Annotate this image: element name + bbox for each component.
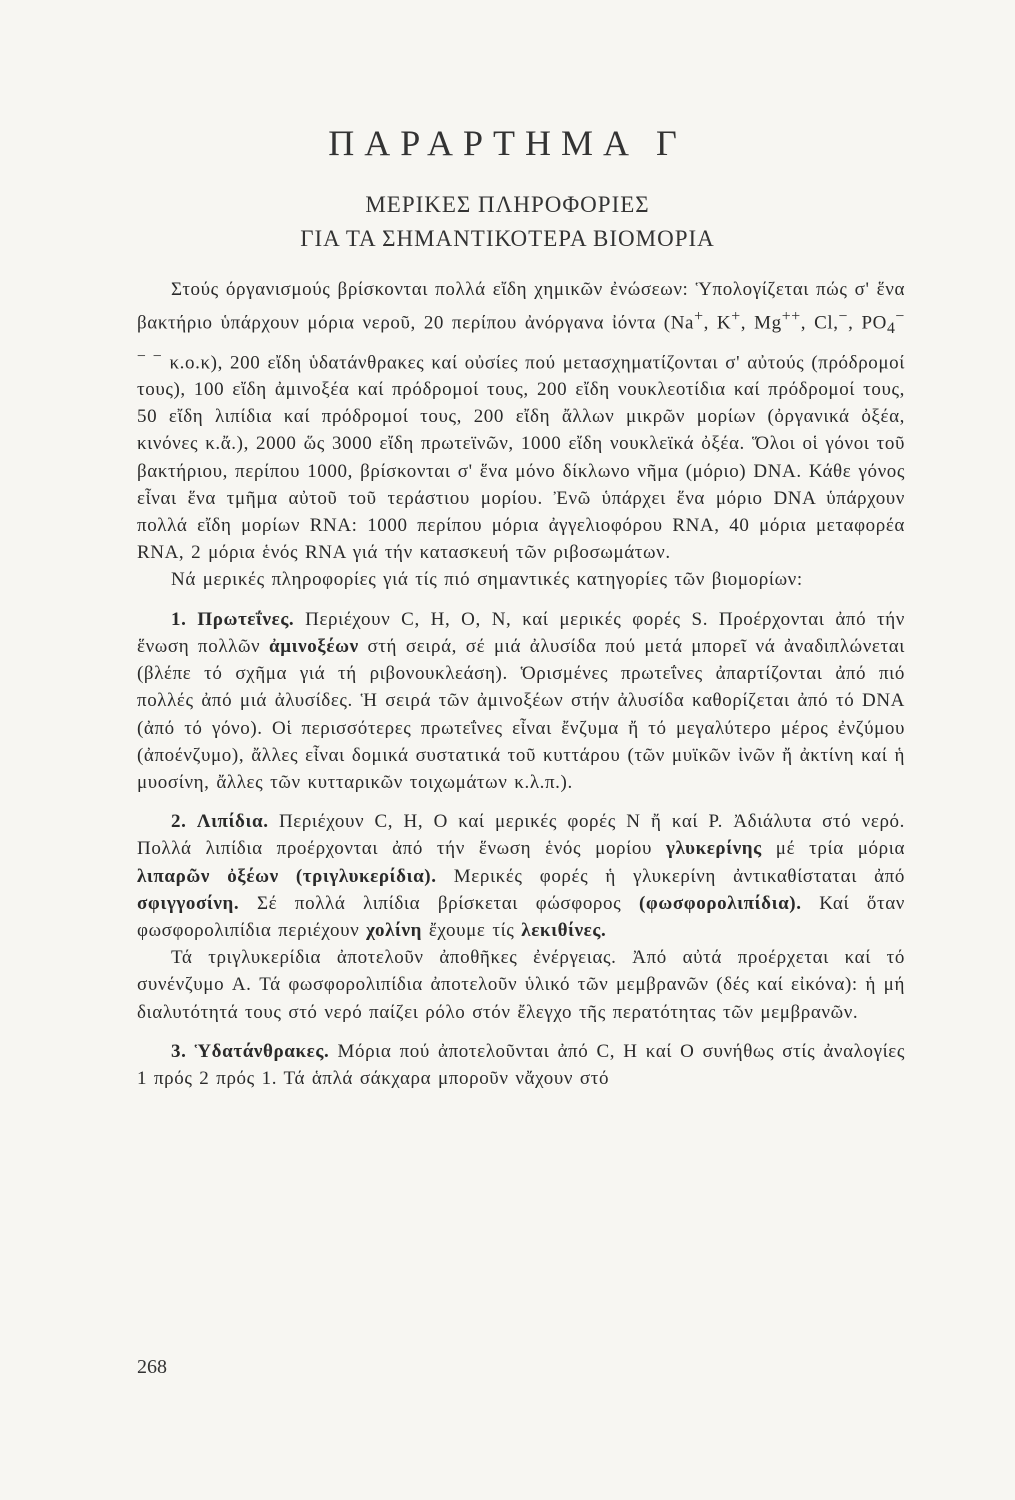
body-text: [137, 276, 905, 1092]
intro-paragraph: Στούς όργανισμούς βρίσκονται πολλά εἴδη χημικῶν ἐνώσεων: Ὑπολογίζεται πώς σ' ἕνα βακτήριο ὑπάρχουν μόρια νεροῦ, 20 περίπου ἀνόργανα ἰόντα (Na+, K+, Mg++, Cl,−, $PO_4^{- - -}$ κ.ο.κ), 200 εἴδη ὑδατάνθρακες καί οὐσίες πού μετασχηματίζονται σ' αὐτούς (πρόδρομοί τους), 100 εἴδη ἀμινοξέα καί πρόδρομοί τους, 200 εἴδη νουκλεοτίδια καί πρόδρομοί τους, 50 εἴδη λιπίδια καί πρόδρομοί τους, 200 εἴδη ἄλλων μικρῶν μορίων (ὀργανικά ὀξέα, κινόνες κ.ἄ.), 2000 ὥς 3000 εἴδη πρωτεϊνῶν, 1000 εἴδη νουκλεϊκά ὀξέα. Ὅλοι οἱ γόνοι τοῦ βακτήριου, περίπου 1000, βρίσκονται σ' ἕνα μόνο δίκλωνο νῆμα (μόριο) DNA. Κάθε γόνος εἶναι ἕνα τμῆμα αὐτοῦ τοῦ τεράστιου μορίου. Ἐνῶ ὑπάρχει ἕνα μόριο DNA ὑπάρχουν πολλά εἴδη μορίων RNA: 1000 περίπου μόρια ἀγγελιοφόρου RNA, 40 μόρια μεταφορέα RNA, 2 μόρια ἑνός RNA γιά τήν κατασκευή τῶν ριβοσωμάτων.: [137, 279, 905, 564]
section-subtitle: [0, 188, 1015, 256]
proteins-title: Πρωτεΐνες.: [197, 608, 295, 630]
page-number: 268: [137, 1356, 167, 1378]
appendix-title: ΠΑΡΑΡΤΗΜΑ Γ: [328, 123, 687, 163]
lipids-paragraph-2: Τά τριγλυκερίδια ἀποτελοῦν ἀποθῆκες ἐνέργειας. Ἀπό αὐτά προέρχεται καί τό συνένζυμο A. Τά φωσφορολιπίδια ἀποτελοῦν ὑλικό τῶν μεμβρανῶν (δές καί εἰκόνα): ἡ μή διαλυτότητά τους στό νερό παίζει ρόλο στόν ἔλεγχο τῆς περατότητας τῶν μεμβρανῶν.: [137, 947, 905, 1023]
proteins-number: 1.: [171, 608, 187, 630]
lipids-title: Λιπίδια.: [196, 811, 269, 833]
intro-paragraph-2: Νά μερικές πληροφορίες γιά τίς πιό σημαντικές κατηγορίες τῶν βιομορίων:: [171, 569, 803, 591]
section-lipids: 2. Λιπίδια. Περιέχουν C, H, O καί μερικές φορές N ἤ καί P. Ἀδιάλυτα στό νερό. Πολλά λιπίδια προέρχονται ἀπό τήν ἕνωση ἑνός μορίου γλυκερίνης μέ τρία μόρια λιπαρῶν ὀξέων (τριγλυκερίδια). Μερικές φορές ἡ γλυκερίνη ἀντικαθίσταται ἀπό σφιγγοσίνη. Σέ πολλά λιπίδια βρίσκεται φώσφορος (φωσφορολιπίδια). Καί ὅταν φωσφορολιπίδια περιέχουν χολίνη ἔχουμε τίς λεκιθίνες.: [137, 811, 906, 941]
section-carbohydrates: 3. Ὑδατάνθρακες. Μόρια πού ἀποτελοῦνται ἀπό C, H καί O συνήθως στίς ἀναλογίες 1 πρός 2 πρός 1. Τά ἁπλά σάκχαρα μποροῦν νἄχουν στό: [137, 1040, 906, 1089]
section-proteins: 1. Πρωτεΐνες. Περιέχουν C, H, O, N, καί μερικές φορές S. Προέρχονται ἀπό τήν ἕνωση πολλῶν ἀμινοξέων στή σειρά, σέ μιά ἀλυσίδα πού μετά μπορεῖ νά ἀναδιπλώνεται (βλέπε τό σχῆμα γιά τή ριβονουκλεάση). Ὁρισμένες πρωτεΐνες ἀπαρτίζονται ἀπό πιό πολλές ἀπό μιά ἀλυσίδες. Ἡ σειρά τῶν ἀμινοξέων στήν ἀλυσίδα καθορίζεται ἀπό τό DNA (ἀπό τό γόνο). Οἱ περισσότερες πρωτεΐνες εἶναι ἔνζυμα ἤ τό μεγαλύτερο μέρος ἐνζύμου (ἀποένζυμο), ἄλλες εἶναι δομικά συστατικά τοῦ κυττάρου (τῶν μυϊκῶν ἰνῶν ἤ ἀκτίνη καί ἡ μυοσίνη, ἄλλες τῶν κυτταρικῶν τοιχωμάτων κ.λ.π.).: [137, 608, 906, 793]
carbs-title: Ὑδατάνθρακες.: [194, 1040, 330, 1062]
subtitle-line-2: ΓΙΑ ΤΑ ΣΗΜΑΝΤΙΚΟΤΕΡΑ ΒΙΟΜΟΡΙΑ: [300, 226, 715, 251]
lipids-number: 2.: [171, 811, 187, 833]
carbs-number: 3.: [171, 1040, 187, 1062]
subtitle-line-1: ΜΕΡΙΚΕΣ ΠΛΗΡΟΦΟΡΙΕΣ: [365, 192, 650, 217]
